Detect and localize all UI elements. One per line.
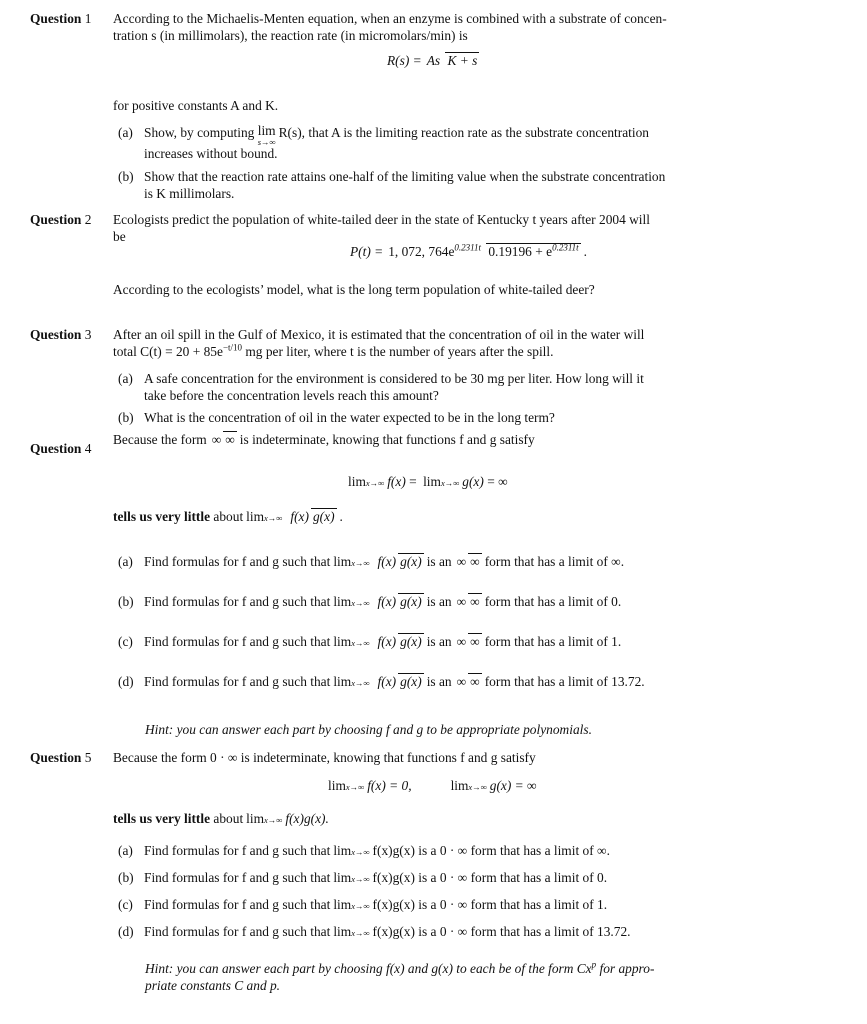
question-1-label: Question 1 bbox=[30, 11, 92, 26]
q5-part-d: (d) Find formulas for f and g such that limx→∞ f(x)g(x) is a 0 · ∞ form that has a limit of 13.72. bbox=[118, 924, 631, 939]
q5-limits-display: limx→∞ f(x) = 0, limx→∞ g(x) = ∞ bbox=[328, 778, 537, 793]
q3-intro-line2: total $C(t) = 20 + 85e^{-t/10}$ mg per liter, where t is the number of years after the spill. bbox=[113, 342, 554, 359]
question-3-label: Question 3 bbox=[30, 327, 92, 342]
q5-intro: Because the form 0 · ∞ is indeterminate, knowing that functions f and g satisfy bbox=[113, 750, 536, 765]
q4-part-a: (a) Find formulas for f and g such that limx→∞ f(x) g(x) is an ∞ ∞ form that has a limit of ∞. bbox=[118, 554, 625, 569]
q4-tells: tells us very little about limx→∞ f(x) g(x) . bbox=[113, 509, 343, 524]
q3-intro-line1: After an oil spill in the Gulf of Mexico, it is estimated that the concentration of oil in the water will bbox=[113, 327, 645, 342]
q2-intro-line2: be bbox=[113, 229, 126, 244]
q4-part-d: (d) Find formulas for f and g such that limx→∞ f(x) g(x) is an ∞ ∞ form that has a limit of 13.72. bbox=[118, 674, 645, 689]
q5-part-a: (a) Find formulas for f and g such that limx→∞ f(x)g(x) is a 0 · ∞ form that has a limit of ∞. bbox=[118, 843, 610, 858]
q4-intro: Because the form ∞ ∞ is indeterminate, knowing that functions f and g satisfy bbox=[113, 432, 535, 447]
q5-part-b: (b) Find formulas for f and g such that limx→∞ f(x)g(x) is a 0 · ∞ form that has a limit of 0. bbox=[118, 870, 608, 885]
q4-hint: Hint: you can answer each part by choosing f and g to be appropriate polynomials. bbox=[145, 722, 592, 737]
question-4-label: Question 4 bbox=[30, 441, 92, 456]
q1-formula: R(s) = As K + s bbox=[387, 53, 478, 68]
q4-part-b: (b) Find formulas for f and g such that limx→∞ f(x) g(x) is an ∞ ∞ form that has a limit of 0. bbox=[118, 594, 622, 609]
q2-question: According to the ecologists’ model, what is the long term population of white-tailed deer? bbox=[113, 282, 595, 297]
q5-tells: tells us very little about limx→∞ f(x)g(x). bbox=[113, 811, 329, 826]
q1-intro-line2: tration s (in millimolars), the reaction rate (in micromolars/min) is bbox=[113, 28, 468, 43]
q4-limits-display: limx→∞ f(x) = limx→∞ g(x) = ∞ bbox=[348, 474, 508, 489]
question-2-label: Question 2 bbox=[30, 212, 92, 227]
q1-intro-line1: According to the Michaelis-Menten equation, when an enzyme is combined with a substrate of concen- bbox=[113, 11, 667, 26]
q5-hint: Hint: you can answer each part by choosing f(x) and g(x) to each be of the form Cx$^p$ for appro- bbox=[145, 959, 655, 976]
q5-hint-line2: priate constants C and p. bbox=[145, 978, 281, 993]
question-5-label: Question 5 bbox=[30, 750, 92, 765]
q2-formula: P(t) = 1, 072, $764e^{0.2311t}$ $0.19196 + e^{0.2311t}$ . bbox=[350, 242, 588, 259]
q4-part-c: (c) Find formulas for f and g such that limx→∞ f(x) g(x) is an ∞ ∞ form that has a limit of 1. bbox=[118, 634, 622, 649]
q1-constants: for positive constants A and K. bbox=[113, 98, 279, 113]
q5-part-c: (c) Find formulas for f and g such that limx→∞ f(x)g(x) is a 0 · ∞ form that has a limit of 1. bbox=[118, 897, 608, 912]
q2-intro-line1: Ecologists predict the population of white-tailed deer in the state of Kentucky t years after 2004 will bbox=[113, 212, 650, 227]
